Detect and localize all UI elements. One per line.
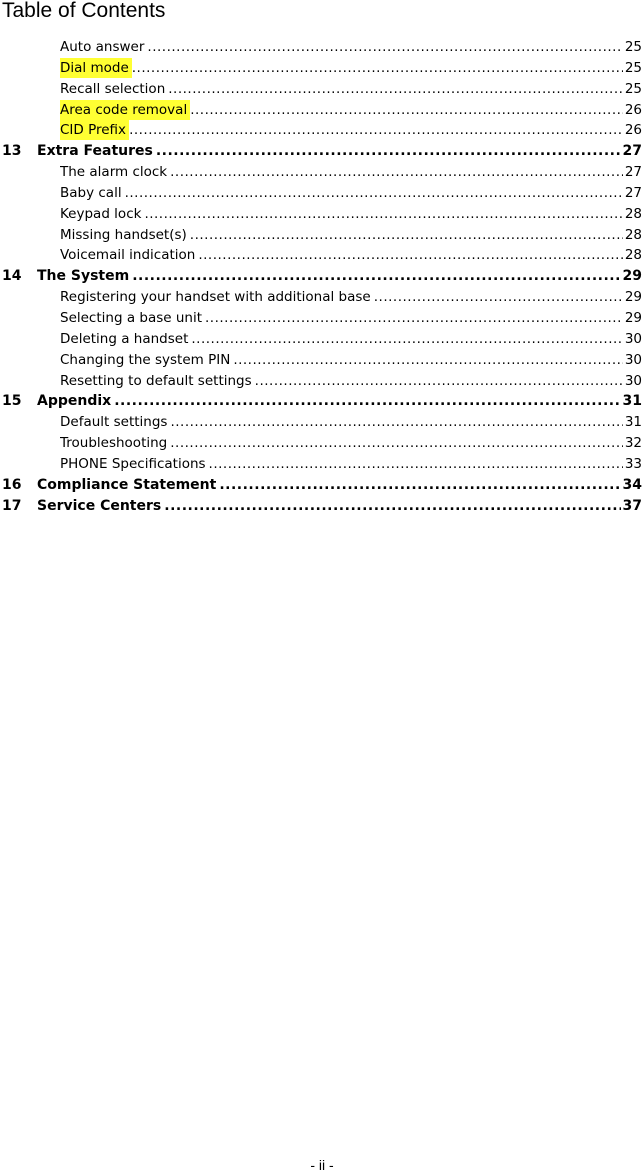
toc-section-entry[interactable]	[0, 225, 644, 246]
toc-entry-label: Compliance Statement	[37, 476, 217, 493]
toc-page-number: 28	[624, 247, 642, 264]
toc-dot-leader	[156, 141, 621, 161]
toc-section-entry[interactable]	[0, 433, 644, 454]
toc-page-number: 31	[624, 414, 642, 431]
toc-chapter-entry[interactable]	[0, 475, 644, 496]
toc-page-number: 33	[624, 455, 642, 472]
toc-page-number: 30	[624, 372, 642, 389]
toc-section-entry[interactable]	[0, 412, 644, 433]
toc-entry-label: Voicemail indication	[60, 247, 196, 264]
toc-entry-label: Extra Features	[37, 143, 153, 160]
toc-page-number: 29	[622, 268, 642, 285]
toc-entry-label: CID Prefix	[60, 120, 129, 140]
toc-chapter-number: 14	[2, 268, 22, 285]
toc-chapter-number: 16	[2, 476, 22, 493]
toc-section-entry[interactable]	[0, 58, 644, 79]
toc-dot-leader	[170, 433, 623, 453]
toc-page-number: 26	[624, 101, 642, 118]
toc-page-number: 29	[624, 309, 642, 326]
toc-dot-leader	[170, 412, 622, 432]
toc-entry-label: Service Centers	[37, 497, 162, 514]
toc-entry-label: Default settings	[60, 414, 168, 431]
toc-section-entry[interactable]	[0, 183, 644, 204]
toc-section-entry[interactable]	[0, 120, 644, 141]
toc-entry-label: Troubleshooting	[60, 435, 168, 452]
toc-entry-label: Auto answer	[60, 39, 145, 55]
toc-dot-leader	[129, 120, 623, 140]
toc-dot-leader	[198, 245, 622, 265]
toc-dot-leader	[374, 287, 623, 307]
toc-dot-leader	[190, 225, 623, 245]
toc-page-number: 27	[624, 184, 642, 201]
toc-entry-label: The System	[37, 268, 130, 285]
toc-dot-leader	[190, 100, 623, 120]
toc-entry-label: PHONE Specifications	[60, 455, 206, 472]
toc-page-number: 25	[624, 39, 642, 55]
toc-section-entry[interactable]	[0, 287, 644, 308]
toc-chapter-entry[interactable]	[0, 496, 644, 517]
toc-section-entry[interactable]	[0, 100, 644, 121]
toc-page-number: 28	[624, 205, 642, 222]
toc-chapter-number: 13	[2, 143, 22, 160]
toc-section-entry[interactable]	[0, 308, 644, 329]
toc-entry-label: Selecting a base unit	[60, 309, 203, 326]
toc-entry-label: Keypad lock	[60, 205, 142, 222]
toc-title: Table of Contents	[2, 0, 166, 22]
toc-page-number: 30	[624, 351, 642, 368]
toc-entry-label: Registering your handset with additional base	[60, 289, 371, 306]
toc-chapter-number: 15	[2, 393, 22, 410]
toc-dot-leader	[147, 37, 622, 57]
toc-list	[0, 37, 644, 516]
toc-section-entry[interactable]	[0, 245, 644, 266]
toc-entry-label: Missing handset(s)	[60, 226, 187, 243]
toc-section-entry[interactable]	[0, 162, 644, 183]
toc-page-number: 34	[622, 476, 642, 493]
toc-chapter-number: 17	[2, 497, 22, 514]
toc-page-number: 28	[624, 226, 642, 243]
toc-page-number: 29	[624, 289, 642, 306]
toc-page-number: 32	[624, 435, 642, 452]
toc-dot-leader	[233, 350, 623, 370]
toc-page-number: 30	[624, 330, 642, 347]
toc-dot-leader	[132, 266, 620, 286]
page-number-footer: - ii -	[310, 1157, 334, 1173]
toc-page-number: 31	[622, 393, 642, 410]
toc-section-entry[interactable]	[0, 37, 644, 58]
toc-dot-leader	[209, 454, 623, 474]
toc-dot-leader	[205, 308, 623, 328]
toc-dot-leader	[125, 183, 623, 203]
toc-entry-label: Deleting a handset	[60, 330, 189, 347]
toc-section-entry[interactable]	[0, 329, 644, 350]
toc-entry-label: Resetting to default settings	[60, 372, 252, 389]
toc-entry-label: Changing the system PIN	[60, 351, 231, 368]
toc-dot-leader	[132, 58, 623, 78]
toc-chapter-entry[interactable]	[0, 141, 644, 162]
toc-page-number: 26	[624, 122, 642, 139]
toc-page-number: 25	[624, 80, 642, 97]
toc-page-number: 25	[624, 59, 642, 76]
toc-chapter-entry[interactable]	[0, 266, 644, 287]
toc-dot-leader	[164, 496, 620, 516]
toc-section-entry[interactable]	[0, 350, 644, 371]
toc-entry-label: The alarm clock	[60, 164, 168, 181]
toc-entry-label: Area code removal	[60, 100, 190, 120]
toc-dot-leader	[168, 79, 623, 99]
toc-section-entry[interactable]	[0, 79, 644, 100]
toc-chapter-entry[interactable]	[0, 391, 644, 412]
toc-page-number: 27	[622, 143, 642, 160]
toc-page-number: 37	[622, 497, 642, 514]
toc-dot-leader	[255, 371, 623, 391]
toc-entry-label: Dial mode	[60, 58, 132, 78]
toc-entry-label: Baby call	[60, 184, 122, 201]
toc-entry-label: Recall selection	[60, 80, 166, 97]
toc-section-entry[interactable]	[0, 371, 644, 392]
toc-dot-leader	[144, 204, 622, 224]
toc-dot-leader	[170, 162, 623, 182]
toc-dot-leader	[191, 329, 622, 349]
toc-section-entry[interactable]	[0, 204, 644, 225]
toc-section-entry[interactable]	[0, 454, 644, 475]
toc-dot-leader	[219, 475, 620, 495]
toc-dot-leader	[114, 391, 620, 411]
toc-page-number: 27	[624, 164, 642, 181]
toc-entry-label: Appendix	[37, 393, 112, 410]
